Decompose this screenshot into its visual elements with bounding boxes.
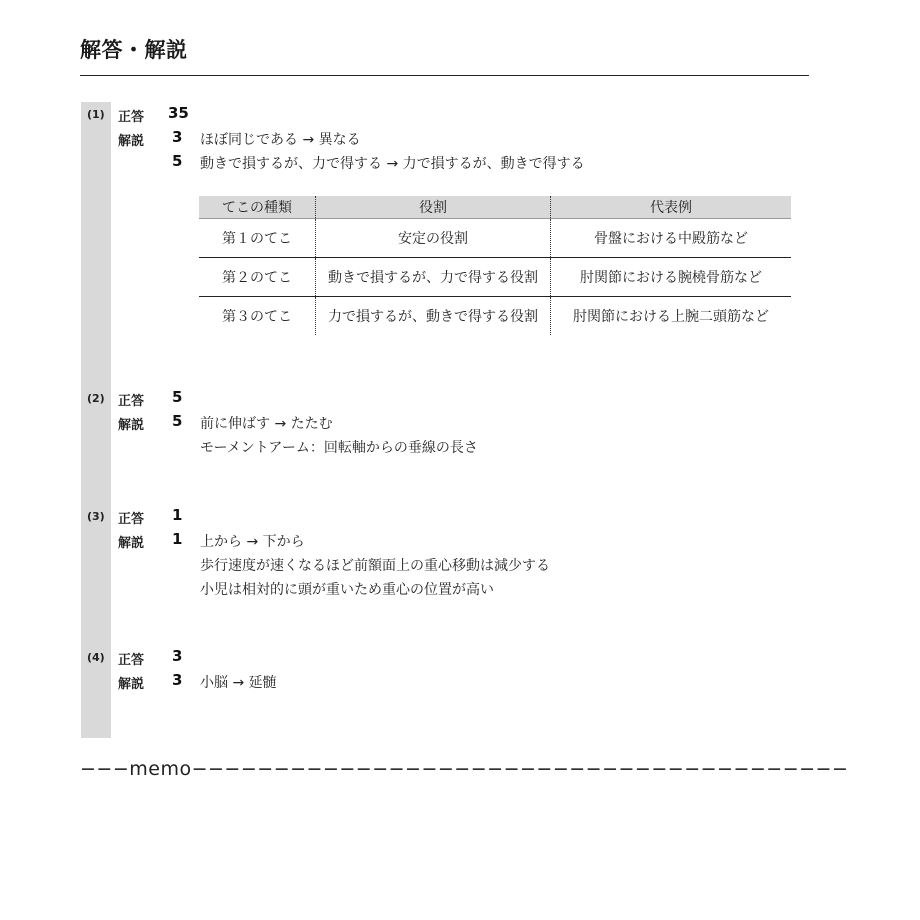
question-number-bar <box>81 102 111 738</box>
table-cell: 肘関節における腕橈骨筋など <box>551 258 792 297</box>
explanation-number: 5 <box>172 412 183 430</box>
question-number: (2) <box>87 392 105 405</box>
correct-label: 正答 <box>118 394 145 409</box>
question-number: (1) <box>87 108 105 121</box>
correct-value: 5 <box>172 388 183 406</box>
table-cell: 骨盤における中殿筋など <box>551 219 792 258</box>
explanation-text: 歩行速度が速くなるほど前額面上の重心移動は減少する <box>200 558 550 574</box>
table-row <box>199 297 791 336</box>
correct-value: 35 <box>168 104 189 122</box>
table-header-row <box>199 196 791 219</box>
question-number: (4) <box>87 651 105 664</box>
explanation-text: ほぼ同じである → 異なる <box>200 132 361 148</box>
explanation-label: 解説 <box>118 418 145 433</box>
table-cell: 第２のてこ <box>199 258 316 297</box>
table-cell: 力で損するが、動きで得する役割 <box>316 297 551 336</box>
title-divider <box>80 75 809 76</box>
table-row <box>199 258 791 297</box>
explanation-number: 3 <box>172 671 183 689</box>
explanation-text: モーメントアーム：回転軸からの垂線の長さ <box>200 440 478 456</box>
table-cell: 第３のてこ <box>199 297 316 336</box>
page-title: 解答・解説 <box>80 38 188 62</box>
correct-label: 正答 <box>118 653 145 668</box>
table-cell: 肘関節における上腕二頭筋など <box>573 309 769 325</box>
correct-label: 正答 <box>118 110 145 125</box>
explanation-text: 小児は相対的に頭が重いため重心の位置が高い <box>200 582 494 598</box>
explanation-label: 解説 <box>118 134 145 149</box>
explanation-text: 動きで損するが、力で得する → 力で損するが、動きで得する <box>200 156 585 172</box>
explanation-label: 解説 <box>118 677 145 692</box>
correct-value: 1 <box>172 506 183 524</box>
question-number: (3) <box>87 510 105 523</box>
explanation-text: 上から → 下から <box>200 534 305 550</box>
table-cell: 第１のてこ <box>199 219 316 258</box>
table-header: てこの種類 <box>199 196 316 219</box>
table-cell: 動きで損するが、力で得する役割 <box>316 258 551 297</box>
correct-label: 正答 <box>118 512 145 527</box>
table-header: 役割 <box>316 196 551 219</box>
explanation-number: 3 <box>172 128 183 146</box>
explanation-number: 5 <box>172 152 183 170</box>
table-cell: 安定の役割 <box>316 219 551 258</box>
memo-divider: −−−memo−−−−−−−−−−−−−−−−−−−−−−−−−−−−−−−−−−−−−−−− <box>80 758 849 780</box>
correct-value: 3 <box>172 647 183 665</box>
explanation-text: 小脳 → 延髄 <box>200 675 277 691</box>
table-header: 代表例 <box>551 196 792 219</box>
explanation-label: 解説 <box>118 536 145 551</box>
explanation-text: 前に伸ばす → たたむ <box>200 416 333 432</box>
lever-type-table <box>199 196 791 335</box>
explanation-number: 1 <box>172 530 183 548</box>
table-row <box>199 219 791 258</box>
